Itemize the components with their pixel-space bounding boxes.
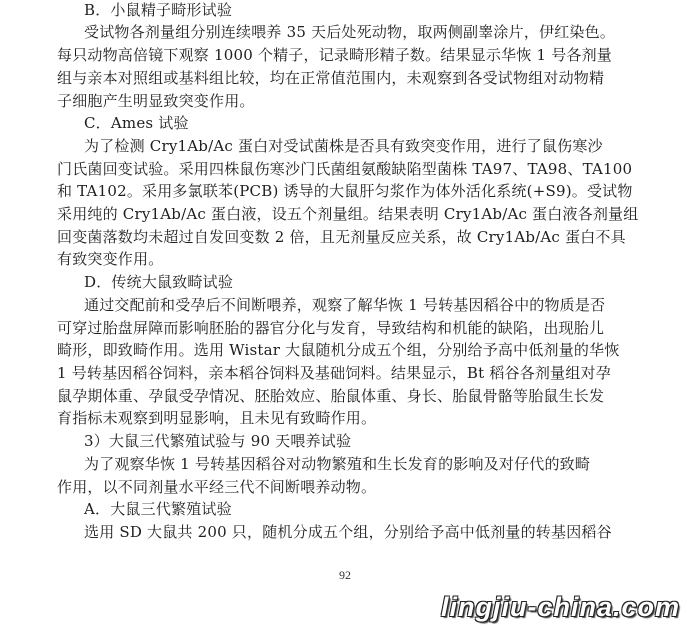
section-heading-b: B．小鼠精子畸形试验	[84, 1, 233, 19]
paragraph-line: 每只动物高倍镜下观察 1000 个精子，记录畸形精子数。结果显示华恢 1 号各剂量	[57, 46, 612, 64]
paragraph-line: 受试物各剂量组分别连续喂养 35 天后处死动物，取两侧副睾涂片，伊红染色。	[84, 23, 616, 41]
page-number: 92	[339, 568, 351, 582]
paragraph-line: 通过交配前和受孕后不间断喂养，观察了解华恢 1 号转基因稻谷中的物质是否	[84, 296, 606, 314]
paragraph-line: 组与亲本对照组或基料组比较，均在正常值范围内，未观察到各受试物组对动物精	[57, 69, 605, 87]
paragraph-line: 采用纯的 Cry1Ab/Ac 蛋白液，设五个剂量组。结果表明 Cry1Ab/Ac 蛋白液各剂量组	[57, 205, 639, 223]
paragraph-line: 为了检测 Cry1Ab/Ac 蛋白对受试菌株是否具有致突变作用，进行了鼠伤寒沙	[84, 137, 603, 155]
paragraph-line: 和 TA102。采用多氯联苯(PCB) 诱导的大鼠肝匀浆作为体外活化系统(+S9)。受试物	[57, 182, 633, 200]
section-heading-c: C．Ames 试验	[84, 114, 189, 132]
paragraph-line: 为了观察华恢 1 号转基因稻谷对动物繁殖和生长发育的影响及对仔代的致畸	[84, 455, 591, 473]
paragraph-line: 子细胞产生明显致突变作用。	[57, 92, 255, 110]
paragraph-line: 1 号转基因稻谷饲料，亲本稻谷饲料及基础饲料。结果显示，Bt 稻谷各剂量组对孕	[57, 364, 611, 382]
paragraph-line: 可穿过胎盘屏障而影响胚胎的器官分化与发育，导致结构和机能的缺陷，出现胎儿	[57, 319, 605, 337]
paragraph-line: 选用 SD 大鼠共 200 只，随机分成五个组，分别给予高中低剂量的转基因稻谷	[84, 523, 612, 541]
watermark: lingjiu-china.com	[440, 592, 680, 622]
paragraph-line: 回变菌落数均未超过自发回变数 2 倍，且无剂量反应关系，故 Cry1Ab/Ac 蛋白不具	[57, 228, 626, 246]
paragraph-line: 门氏菌回变试验。采用四株鼠伤寒沙门氏菌组氨酸缺陷型菌株 TA97、TA98、TA100	[57, 160, 633, 178]
paragraph-line: 鼠孕期体重、孕鼠受孕情况、胚胎效应、胎鼠体重、身长、胎鼠骨骼等胎鼠生长发	[57, 387, 605, 405]
section-heading-3: 3）大鼠三代繁殖试验与 90 天喂养试验	[84, 432, 352, 450]
section-heading-d: D．传统大鼠致畸试验	[84, 273, 234, 291]
paragraph-line: 作用，以不同剂量水平经三代不间断喂养动物。	[57, 478, 377, 496]
section-heading-a: A．大鼠三代繁殖试验	[84, 500, 232, 518]
paragraph-line: 畸形，即致畸作用。选用 Wistar 大鼠随机分成五个组，分别给予高中低剂量的华恢	[57, 341, 620, 359]
paragraph-line: 有致突变作用。	[57, 250, 164, 268]
paragraph-line: 育指标未观察到明显影响，且未见有致畸作用。	[57, 409, 377, 427]
